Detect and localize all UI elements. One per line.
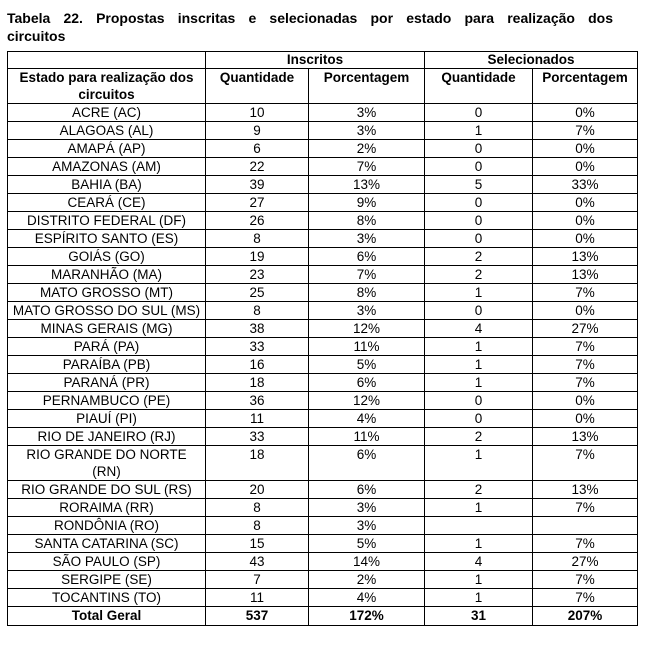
cell-selecionados-quantidade: 0 — [425, 104, 533, 122]
cell-inscritos-quantidade: 8 — [206, 499, 309, 517]
cell-estado: ALAGOAS (AL) — [8, 122, 206, 140]
cell-estado: CEARÁ (CE) — [8, 194, 206, 212]
table-row — [8, 266, 638, 284]
cell-inscritos-quantidade: 38 — [206, 320, 309, 338]
cell-inscritos-quantidade: 15 — [206, 535, 309, 553]
cell-selecionados-quantidade: 1 — [425, 571, 533, 589]
table-body — [8, 104, 638, 607]
cell-selecionados-quantidade: 1 — [425, 374, 533, 392]
cell-selecionados-porcentagem: 7% — [533, 535, 638, 553]
cell-inscritos-quantidade: 10 — [206, 104, 309, 122]
cell-selecionados-quantidade: 2 — [425, 428, 533, 446]
cell-inscritos-porcentagem: 7% — [309, 158, 425, 176]
cell-selecionados-quantidade: 1 — [425, 446, 533, 481]
cell-estado: AMAPÁ (AP) — [8, 140, 206, 158]
table-row — [8, 140, 638, 158]
cell-inscritos-quantidade: 6 — [206, 140, 309, 158]
cell-selecionados-porcentagem: 13% — [533, 248, 638, 266]
cell-selecionados-porcentagem: 27% — [533, 320, 638, 338]
table-row — [8, 356, 638, 374]
table-row — [8, 104, 638, 122]
cell-selecionados-quantidade: 1 — [425, 535, 533, 553]
header-selecionados-porcentagem: Porcentagem — [533, 69, 638, 104]
cell-selecionados-porcentagem: 13% — [533, 266, 638, 284]
cell-inscritos-quantidade: 8 — [206, 302, 309, 320]
cell-selecionados-porcentagem: 7% — [533, 374, 638, 392]
table-row — [8, 535, 638, 553]
cell-estado: GOIÁS (GO) — [8, 248, 206, 266]
cell-estado: AMAZONAS (AM) — [8, 158, 206, 176]
cell-estado: DISTRITO FEDERAL (DF) — [8, 212, 206, 230]
cell-selecionados-quantidade: 1 — [425, 284, 533, 302]
cell-selecionados-quantidade: 1 — [425, 338, 533, 356]
cell-inscritos-porcentagem: 6% — [309, 248, 425, 266]
cell-inscritos-porcentagem: 2% — [309, 571, 425, 589]
cell-selecionados-porcentagem: 33% — [533, 176, 638, 194]
table-row — [8, 553, 638, 571]
cell-estado: PARÁ (PA) — [8, 338, 206, 356]
table-row — [8, 571, 638, 589]
cell-selecionados-porcentagem: 0% — [533, 194, 638, 212]
table-row — [8, 176, 638, 194]
cell-inscritos-quantidade: 39 — [206, 176, 309, 194]
cell-inscritos-quantidade: 33 — [206, 338, 309, 356]
header-inscritos-quantidade: Quantidade — [206, 69, 309, 104]
cell-selecionados-quantidade: 0 — [425, 194, 533, 212]
table-row — [8, 194, 638, 212]
cell-inscritos-quantidade: 22 — [206, 158, 309, 176]
cell-inscritos-quantidade: 11 — [206, 589, 309, 607]
cell-selecionados-porcentagem: 27% — [533, 553, 638, 571]
cell-inscritos-porcentagem: 3% — [309, 230, 425, 248]
cell-inscritos-porcentagem: 12% — [309, 320, 425, 338]
cell-inscritos-porcentagem: 3% — [309, 122, 425, 140]
cell-inscritos-porcentagem: 6% — [309, 374, 425, 392]
cell-inscritos-quantidade: 33 — [206, 428, 309, 446]
cell-estado: RORAIMA (RR) — [8, 499, 206, 517]
cell-inscritos-porcentagem: 14% — [309, 553, 425, 571]
cell-selecionados-porcentagem: 7% — [533, 122, 638, 140]
cell-selecionados-quantidade: 1 — [425, 499, 533, 517]
cell-selecionados-porcentagem: 13% — [533, 428, 638, 446]
cell-inscritos-quantidade: 26 — [206, 212, 309, 230]
cell-estado: ACRE (AC) — [8, 104, 206, 122]
cell-selecionados-porcentagem: 7% — [533, 589, 638, 607]
cell-selecionados-porcentagem: 7% — [533, 356, 638, 374]
cell-selecionados-porcentagem: 0% — [533, 392, 638, 410]
table-row — [8, 122, 638, 140]
cell-inscritos-quantidade: 18 — [206, 446, 309, 481]
table-row — [8, 410, 638, 428]
table-row — [8, 338, 638, 356]
table-row — [8, 446, 638, 481]
cell-inscritos-quantidade: 27 — [206, 194, 309, 212]
cell-selecionados-quantidade: 2 — [425, 481, 533, 499]
cell-estado: MATO GROSSO (MT) — [8, 284, 206, 302]
total-label: Total Geral — [8, 607, 206, 626]
table-row — [8, 248, 638, 266]
cell-inscritos-porcentagem: 9% — [309, 194, 425, 212]
cell-inscritos-porcentagem: 5% — [309, 535, 425, 553]
cell-estado: MARANHÃO (MA) — [8, 266, 206, 284]
table-row — [8, 230, 638, 248]
cell-inscritos-porcentagem: 4% — [309, 589, 425, 607]
cell-inscritos-porcentagem: 4% — [309, 410, 425, 428]
cell-selecionados-quantidade: 0 — [425, 302, 533, 320]
cell-selecionados-quantidade: 5 — [425, 176, 533, 194]
cell-selecionados-quantidade: 0 — [425, 230, 533, 248]
cell-estado: PARAÍBA (PB) — [8, 356, 206, 374]
cell-inscritos-porcentagem: 3% — [309, 104, 425, 122]
cell-inscritos-porcentagem: 6% — [309, 481, 425, 499]
cell-estado: RIO DE JANEIRO (RJ) — [8, 428, 206, 446]
header-selecionados: Selecionados — [425, 52, 638, 69]
cell-selecionados-porcentagem: 7% — [533, 499, 638, 517]
cell-inscritos-porcentagem: 3% — [309, 499, 425, 517]
cell-inscritos-quantidade: 16 — [206, 356, 309, 374]
cell-estado: PERNAMBUCO (PE) — [8, 392, 206, 410]
cell-estado: MINAS GERAIS (MG) — [8, 320, 206, 338]
cell-inscritos-porcentagem: 11% — [309, 338, 425, 356]
table-row — [8, 499, 638, 517]
table-row — [8, 589, 638, 607]
cell-estado: RIO GRANDE DO SUL (RS) — [8, 481, 206, 499]
cell-inscritos-porcentagem: 5% — [309, 356, 425, 374]
cell-selecionados-quantidade: 2 — [425, 266, 533, 284]
cell-inscritos-porcentagem: 8% — [309, 284, 425, 302]
cell-estado: MATO GROSSO DO SUL (MS) — [8, 302, 206, 320]
table-row — [8, 374, 638, 392]
cell-selecionados-quantidade: 0 — [425, 392, 533, 410]
cell-estado: SÃO PAULO (SP) — [8, 553, 206, 571]
total-inscritos-quantidade: 537 — [206, 607, 309, 626]
table-row — [8, 428, 638, 446]
header-selecionados-quantidade: Quantidade — [425, 69, 533, 104]
cell-inscritos-porcentagem: 3% — [309, 517, 425, 535]
cell-selecionados-quantidade — [425, 517, 533, 535]
cell-selecionados-quantidade: 1 — [425, 122, 533, 140]
proposals-table — [7, 51, 638, 626]
cell-selecionados-porcentagem: 7% — [533, 446, 638, 481]
cell-selecionados-quantidade: 0 — [425, 212, 533, 230]
cell-inscritos-porcentagem: 2% — [309, 140, 425, 158]
table-row — [8, 320, 638, 338]
cell-selecionados-quantidade: 0 — [425, 140, 533, 158]
cell-inscritos-quantidade: 19 — [206, 248, 309, 266]
cell-inscritos-quantidade: 20 — [206, 481, 309, 499]
table-row — [8, 392, 638, 410]
cell-inscritos-quantidade: 11 — [206, 410, 309, 428]
cell-inscritos-porcentagem: 7% — [309, 266, 425, 284]
cell-selecionados-quantidade: 1 — [425, 589, 533, 607]
table-caption: Tabela 22. Propostas inscritas e selecionadas por estado para realização dos circuitos — [7, 10, 613, 44]
cell-estado: BAHIA (BA) — [8, 176, 206, 194]
cell-selecionados-porcentagem: 0% — [533, 230, 638, 248]
cell-selecionados-quantidade: 4 — [425, 553, 533, 571]
cell-selecionados-porcentagem: 7% — [533, 338, 638, 356]
table-row — [8, 481, 638, 499]
cell-inscritos-porcentagem: 8% — [309, 212, 425, 230]
cell-inscritos-quantidade: 8 — [206, 517, 309, 535]
cell-selecionados-porcentagem: 0% — [533, 302, 638, 320]
cell-selecionados-porcentagem: 0% — [533, 212, 638, 230]
cell-estado: ESPÍRITO SANTO (ES) — [8, 230, 206, 248]
cell-selecionados-quantidade: 4 — [425, 320, 533, 338]
cell-inscritos-quantidade: 23 — [206, 266, 309, 284]
table-row — [8, 517, 638, 535]
cell-estado: PARANÁ (PR) — [8, 374, 206, 392]
cell-inscritos-quantidade: 25 — [206, 284, 309, 302]
cell-selecionados-porcentagem: 7% — [533, 284, 638, 302]
group-header-row — [8, 52, 638, 69]
header-inscritos: Inscritos — [206, 52, 425, 69]
cell-estado: PIAUÍ (PI) — [8, 410, 206, 428]
cell-selecionados-porcentagem: 0% — [533, 140, 638, 158]
cell-inscritos-porcentagem: 12% — [309, 392, 425, 410]
total-row — [8, 607, 638, 626]
cell-selecionados-porcentagem: 0% — [533, 158, 638, 176]
cell-inscritos-quantidade: 7 — [206, 571, 309, 589]
header-inscritos-porcentagem: Porcentagem — [309, 69, 425, 104]
cell-selecionados-porcentagem: 13% — [533, 481, 638, 499]
cell-estado: SANTA CATARINA (SC) — [8, 535, 206, 553]
column-header-row — [8, 69, 638, 104]
cell-inscritos-quantidade: 9 — [206, 122, 309, 140]
table-row — [8, 212, 638, 230]
cell-estado: RIO GRANDE DO NORTE (RN) — [8, 446, 206, 481]
table-row — [8, 284, 638, 302]
cell-inscritos-quantidade: 43 — [206, 553, 309, 571]
cell-selecionados-porcentagem: 7% — [533, 571, 638, 589]
empty-header-cell — [8, 52, 206, 69]
cell-inscritos-quantidade: 36 — [206, 392, 309, 410]
total-inscritos-porcentagem: 172% — [309, 607, 425, 626]
cell-selecionados-quantidade: 0 — [425, 410, 533, 428]
cell-estado: RONDÔNIA (RO) — [8, 517, 206, 535]
cell-inscritos-porcentagem: 11% — [309, 428, 425, 446]
cell-selecionados-porcentagem — [533, 517, 638, 535]
cell-selecionados-quantidade: 0 — [425, 158, 533, 176]
cell-selecionados-quantidade: 2 — [425, 248, 533, 266]
table-row — [8, 302, 638, 320]
header-estado: Estado para realização dos circuitos — [8, 69, 206, 104]
cell-inscritos-porcentagem: 13% — [309, 176, 425, 194]
cell-selecionados-porcentagem: 0% — [533, 410, 638, 428]
total-selecionados-porcentagem: 207% — [533, 607, 638, 626]
cell-selecionados-porcentagem: 0% — [533, 104, 638, 122]
cell-estado: TOCANTINS (TO) — [8, 589, 206, 607]
cell-inscritos-porcentagem: 6% — [309, 446, 425, 481]
table-row — [8, 158, 638, 176]
cell-selecionados-quantidade: 1 — [425, 356, 533, 374]
cell-inscritos-porcentagem: 3% — [309, 302, 425, 320]
cell-estado: SERGIPE (SE) — [8, 571, 206, 589]
cell-inscritos-quantidade: 8 — [206, 230, 309, 248]
cell-inscritos-quantidade: 18 — [206, 374, 309, 392]
total-selecionados-quantidade: 31 — [425, 607, 533, 626]
